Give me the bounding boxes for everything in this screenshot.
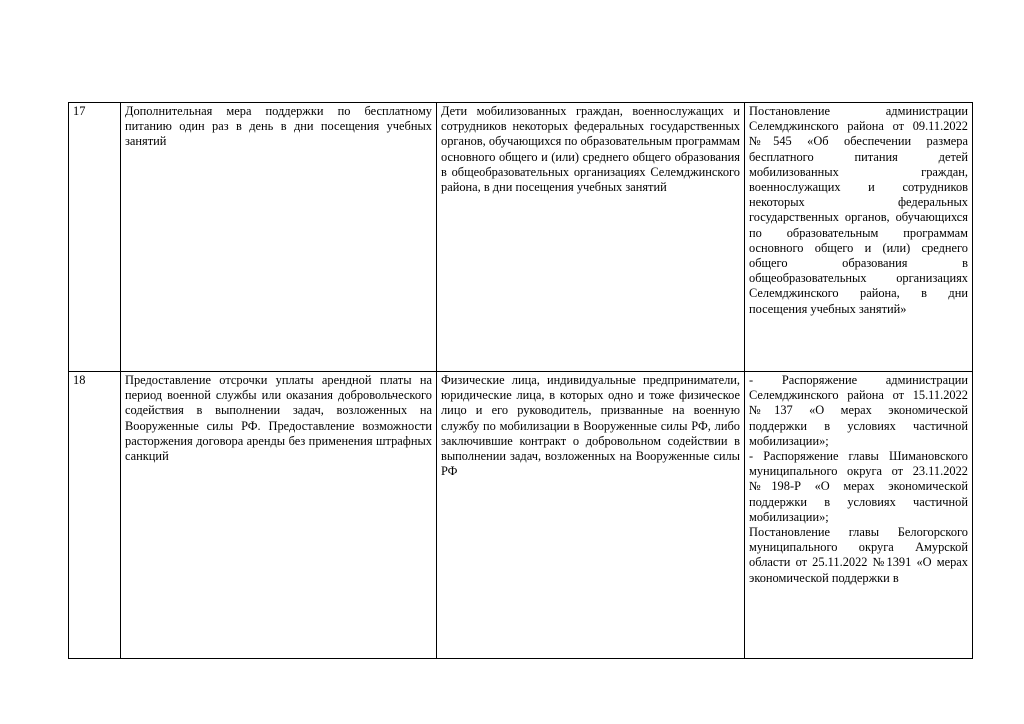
table-row xyxy=(69,372,973,659)
support-measures-table xyxy=(68,102,973,659)
recipients-cell: Дети мобилизованных граждан, военнослужащих и сотрудников некоторых федеральных государственных органов, обучающихся по образовательным программам основного общего и (или) среднего общего образования в общеобразовательных организациях Селемджинского района, в дни посещения учебных занятий xyxy=(437,103,745,372)
legal-act: - Распоряжение главы Шимановского муниципального округа от 23.11.2022 №198-Р «О мерах экономической поддержки в условиях частичной мобилизации»; xyxy=(749,449,968,524)
legal-act: - Распоряжение администрации Селемджинского района от 15.11.2022 №137 «О мерах экономической поддержки в условиях частичной мобилизации»; xyxy=(749,373,968,448)
legal-act: Постановление главы Белогорского муниципального округа Амурской области от 25.11.2022 №1391 «О мерах экономической поддержки в xyxy=(749,525,968,585)
table-row xyxy=(69,103,973,372)
legal-act: Постановление администрации Селемджинского района от 09.11.2022 №545 «Об обеспечении размера бесплатного питания детей мобилизованных граждан, военнослужащих и сотрудников некоторых федеральных государственных органов, обучающихся по образовательным программам основного общего и (или) среднего общего образования в общеобразовательных организациях Селемджинского района, в дни посещения учебных занятий» xyxy=(749,104,968,316)
support-measure-cell: Дополнительная мера поддержки по бесплатному питанию один раз в день в дни посещения учебных занятий xyxy=(121,103,437,372)
legal-acts-cell xyxy=(745,103,973,372)
support-measure-cell: Предоставление отсрочки уплаты арендной платы на период военной службы или оказания добровольческого содействия в выполнении задач, возложенных на Вооруженные силы РФ. Предоставление возможности расторжения договора аренды без применения штрафных санкций xyxy=(121,372,437,659)
legal-acts-cell xyxy=(745,372,973,659)
recipients-cell: Физические лица, индивидуальные предприниматели, юридические лица, в которых одно и тоже физическое лицо и его руководитель, призванные на военную службу по мобилизации в Вооруженные силы РФ, либо заключившие контракт о добровольном содействии в выполнении задач, возложенных на Вооруженные силы РФ xyxy=(437,372,745,659)
row-number: 17 xyxy=(69,103,121,372)
row-number: 18 xyxy=(69,372,121,659)
